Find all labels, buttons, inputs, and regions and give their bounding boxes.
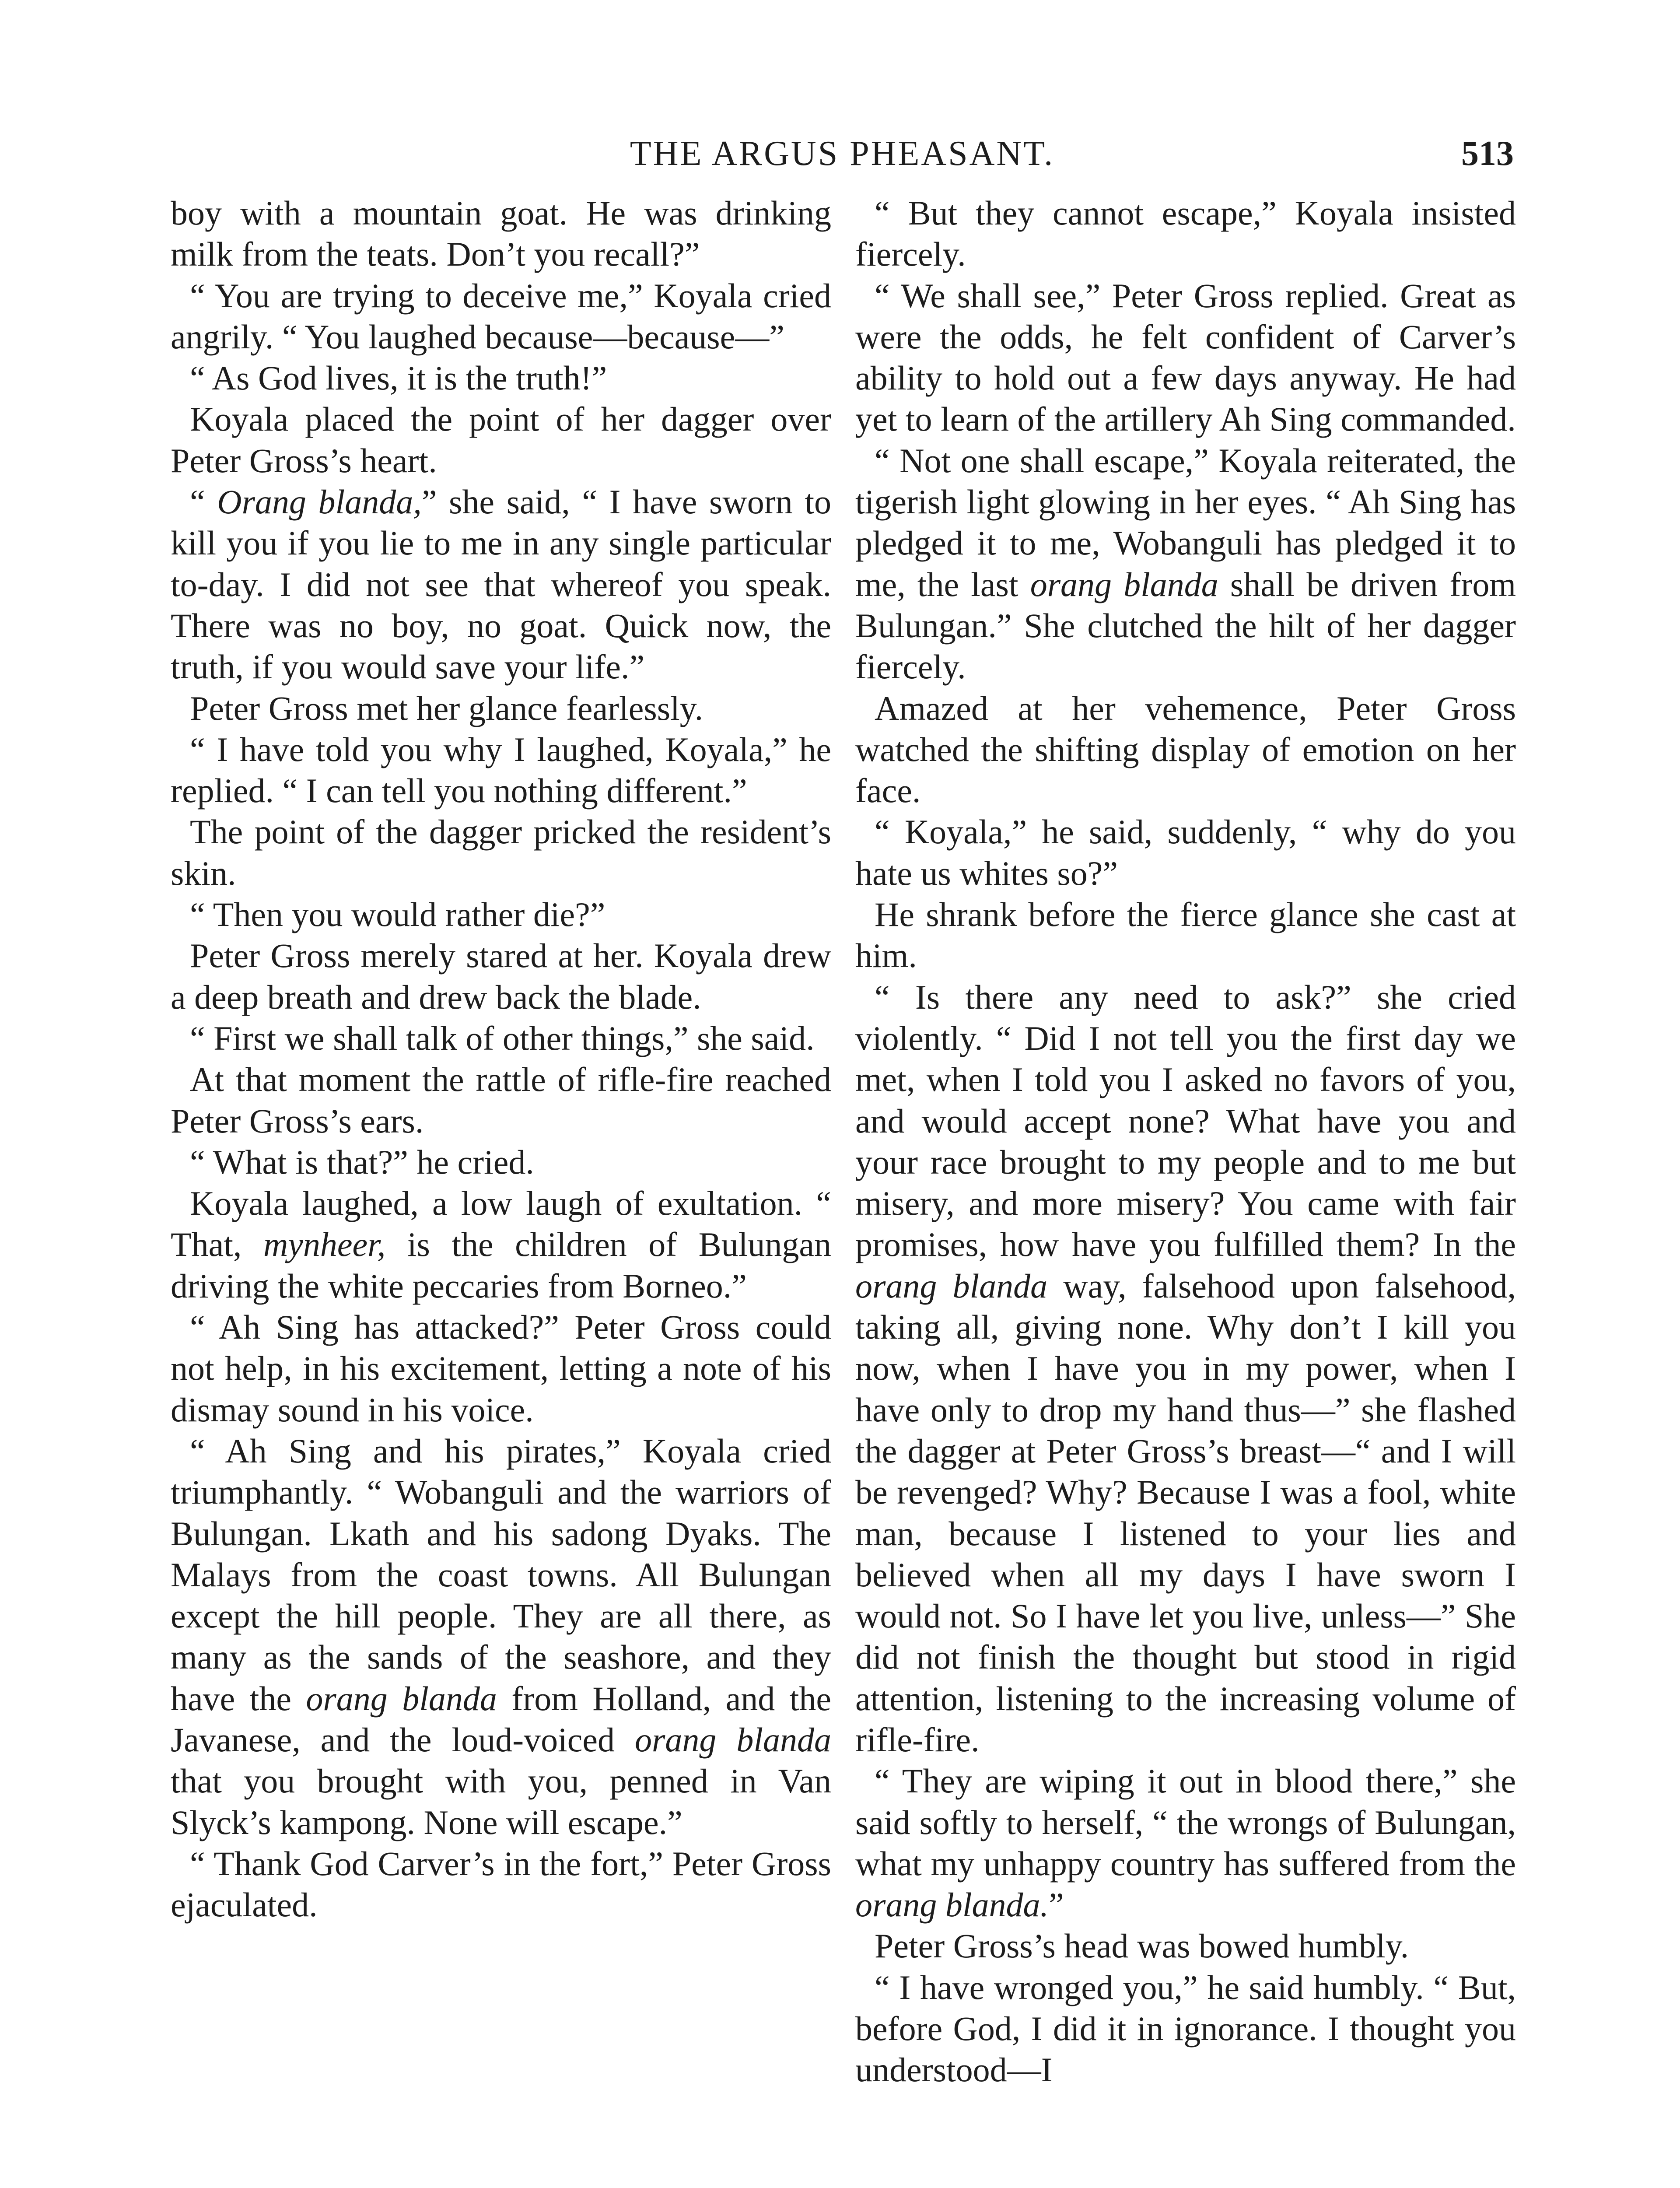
paragraph — [171, 1142, 831, 1183]
paragraph — [855, 977, 1516, 1761]
italic-phrase: orang blanda — [635, 1720, 831, 1759]
paragraph — [171, 935, 831, 1018]
paragraph-text: Peter Gross’s head was bowed humbly. — [875, 1927, 1409, 1965]
paragraph-text: Peter Gross met her glance fearlessly. — [190, 689, 704, 727]
paragraph-text: “ What is that?” he cried. — [190, 1143, 534, 1181]
paragraph-text: “ Then you would rather die?” — [190, 895, 606, 934]
paragraph — [171, 811, 831, 894]
paragraph-text: “ You are trying to deceive me,” Koyala cried angrily. “ You laughed because—because—” — [171, 276, 831, 356]
paragraph-text: He shrank before the fierce glance she cast at him. — [855, 895, 1516, 975]
paragraph-text: “ — [190, 483, 217, 521]
paragraph — [171, 1018, 831, 1059]
paragraph — [171, 399, 831, 481]
paragraph — [855, 1925, 1516, 1967]
paragraph-text: is the children of Bulungan driving the white peccaries from Borneo.” — [171, 1225, 831, 1305]
paragraph-text: “ Not one shall escape,” Koyala reiterated, the tigerish light glowing in her eyes. “ Ah Sing has pledged it to me, Wobanguli has pledged it to me, the last — [855, 441, 1516, 603]
paragraph — [171, 1307, 831, 1431]
paragraph-text: “ We shall see,” Peter Gross replied. Great as were the odds, he felt confident of Carver’s ability to hold out a few days anyway. He had yet to learn of the artillery Ah Sing commanded. — [855, 276, 1516, 438]
paragraph — [171, 358, 831, 399]
paragraph — [171, 688, 831, 729]
paragraph-text: “ Ah Sing and his pirates,” Koyala cried triumphantly. “ Wobanguli and the warriors of Bulungan. Lkath and his sadong Dyaks. The Malays from the coast towns. All Bulungan except the hill people. They are all there, as many as the sands of the seashore, and they have the — [171, 1431, 831, 1718]
right-text-column — [855, 193, 1516, 2091]
left-text-column — [171, 193, 831, 1925]
paragraph-text: At that moment the rattle of rifle-fire reached Peter Gross’s ears. — [171, 1060, 831, 1140]
paragraph-text: “ Ah Sing has attacked?” Peter Gross could not help, in his excitement, letting a note of his dismay sound in his voice. — [171, 1308, 831, 1429]
paragraph — [171, 275, 831, 358]
paragraph — [171, 894, 831, 935]
italic-phrase: orang blanda — [1030, 565, 1218, 603]
page-header — [171, 130, 1514, 178]
paragraph-text: The point of the dagger pricked the resident’s skin. — [171, 813, 831, 892]
paragraph — [855, 811, 1516, 894]
paragraph — [855, 688, 1516, 812]
paragraph — [171, 1431, 831, 1843]
paragraph-text: “ I have told you why I laughed, Koyala,” he replied. “ I can tell you nothing different.” — [171, 730, 831, 810]
paragraph-text: “ I have wronged you,” he said humbly. “ But, before God, I did it in ignorance. I thought you understood—I — [855, 1968, 1516, 2089]
paragraph-text: way, falsehood upon falsehood, taking all, giving none. Why don’t I kill you now, when I have you in my power, when I have only to drop my hand thus—” she flashed the dagger at Peter Gross’s breast—“ and I will be revenged? Why? Because I was a fool, white man, because I listened to your lies and believed when all my days I have sworn I would not. So I have let you live, unless—” She did not finish the thought but stood in rigid attention, listening to the increasing volume of rifle-fire. — [855, 1266, 1516, 1759]
paragraph-text: ” — [1049, 1886, 1064, 1924]
paragraph-text: that you brought with you, penned in Van Slyck’s kampong. None will escape.” — [171, 1762, 831, 1841]
running-title: THE ARGUS PHEASANT. — [630, 134, 1055, 173]
paragraph — [171, 1183, 831, 1307]
paragraph-text: “ First we shall talk of other things,” she said. — [190, 1019, 815, 1057]
italic-phrase: orang blanda. — [855, 1886, 1049, 1924]
paragraph — [855, 440, 1516, 688]
paragraph-text: “ They are wiping it out in blood there,” she said softly to herself, “ the wrongs of Bulungan, what my unhappy country has suffered from the — [855, 1762, 1516, 1883]
paragraph-text: Koyala placed the point of her dagger over Peter Gross’s heart. — [171, 400, 831, 480]
paragraph-text: “ As God lives, it is the truth!” — [190, 359, 607, 397]
paragraph — [171, 729, 831, 812]
paragraph-text: Peter Gross merely stared at her. Koyala drew a deep breath and drew back the blade. — [171, 936, 831, 1016]
paragraph — [855, 1760, 1516, 1925]
paragraph — [855, 193, 1516, 275]
paragraph-text: “ But they cannot escape,” Koyala insisted fiercely. — [855, 194, 1516, 274]
italic-phrase: Orang blanda, — [217, 483, 422, 521]
italic-phrase: mynheer, — [263, 1225, 386, 1264]
paragraph-text: boy with a mountain goat. He was drinking milk from the teats. Don’t you recall?” — [171, 194, 831, 274]
paragraph — [171, 1843, 831, 1926]
paragraph-text: Koyala laughed, a low laugh of exultation. “ That, — [171, 1184, 831, 1264]
paragraph-text: ” she said, “ I have sworn to kill you if you lie to me in any single particular to-day. I did not see that whereof you speak. There was no boy, no goat. Quick now, the truth, if you would save your life.” — [171, 483, 832, 686]
paragraph-text: “ Thank God Carver’s in the fort,” Peter Gross ejaculated. — [171, 1844, 831, 1924]
paragraph-text: Amazed at her vehemence, Peter Gross watched the shifting display of emotion on her face. — [855, 689, 1516, 810]
italic-phrase: orang blanda — [855, 1266, 1048, 1305]
paragraph — [171, 481, 831, 687]
paragraph — [171, 193, 831, 275]
paragraph — [855, 275, 1516, 440]
paragraph — [171, 1059, 831, 1142]
paragraph — [855, 1967, 1516, 2091]
italic-phrase: orang blanda — [306, 1679, 497, 1718]
paragraph-text: shall be driven from Bulungan.” She clutched the hilt of her dagger fiercely. — [855, 565, 1516, 686]
paragraph-text: “ Koyala,” he said, suddenly, “ why do you hate us whites so?” — [855, 813, 1516, 892]
paragraph-text: “ Is there any need to ask?” she cried violently. “ Did I not tell you the first day we met, when I told you I asked no favors of you, and would accept none? What have you and your race brought to my people and to me but misery, and more misery? You came with fair promises, how have you fulfilled them? In the — [855, 978, 1516, 1264]
paragraph-text: from Holland, and the Javanese, and the loud-voiced — [171, 1679, 832, 1759]
paragraph — [855, 894, 1516, 977]
page-number: 513 — [1461, 134, 1514, 173]
